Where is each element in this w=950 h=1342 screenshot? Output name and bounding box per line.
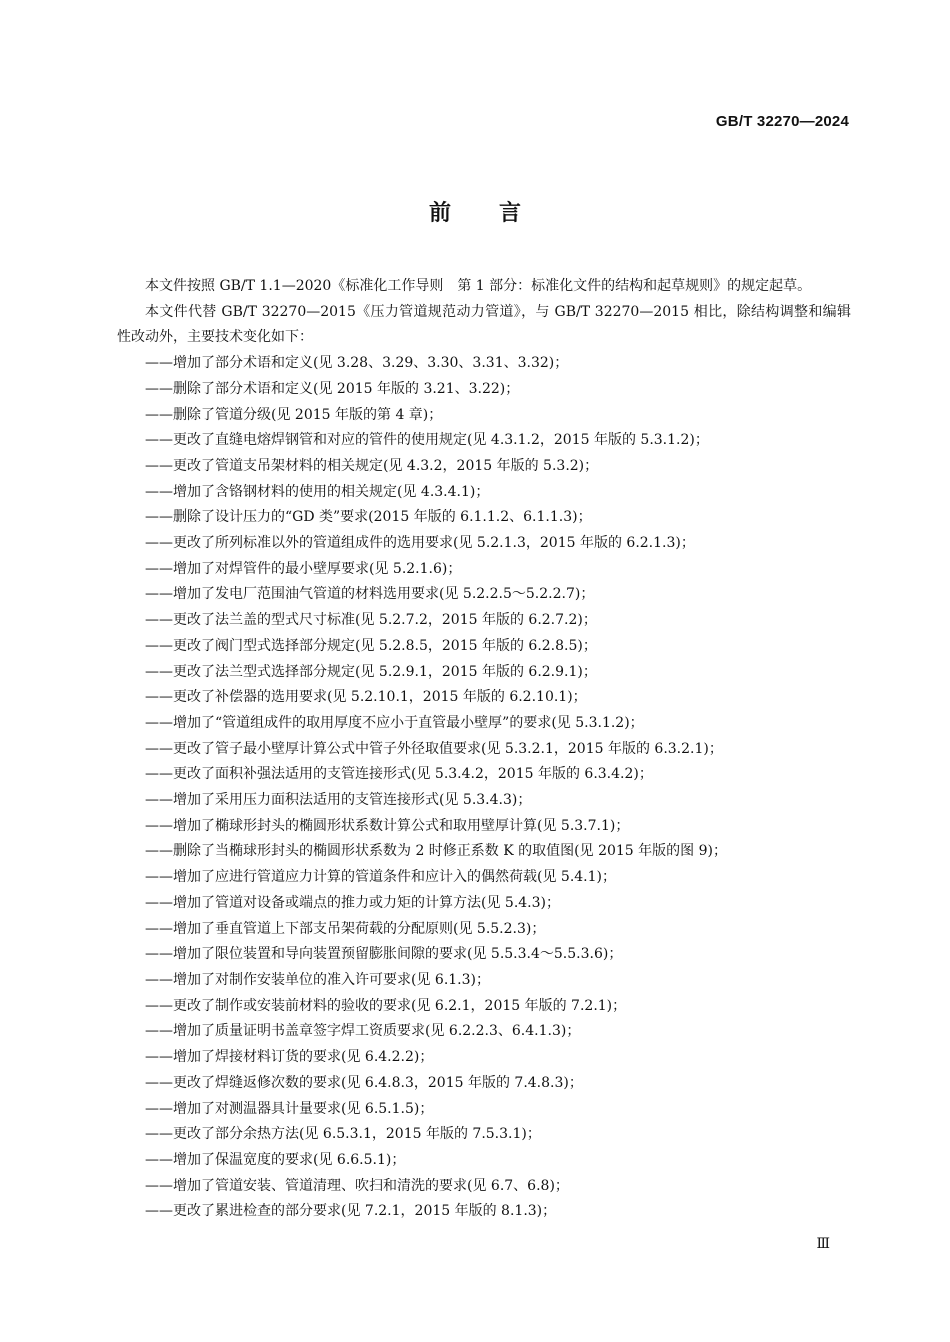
change-item: ——增加了含铬钢材料的使用的相关规定(见 4.3.4.1)； bbox=[145, 483, 490, 500]
technical-changes-list bbox=[117, 351, 851, 1225]
change-item: ——删除了管道分级(见 2015 年版的第 4 章)； bbox=[145, 406, 443, 423]
change-item: ——增加了管道安装、管道清理、吹扫和清洗的要求(见 6.7、6.8)； bbox=[145, 1177, 569, 1194]
change-item: ——更改了法兰盖的型式尺寸标准(见 5.2.7.2，2015 年版的 6.2.7.2)； bbox=[145, 612, 597, 629]
change-item: ——删除了当椭球形封头的椭圆形状系数为 2 时修正系数 K 的取值图(见 2015 年版的图 9)； bbox=[145, 843, 727, 860]
change-item: ——更改了焊缝返修次数的要求(见 6.4.8.3，2015 年版的 7.4.8.3)； bbox=[145, 1074, 583, 1091]
change-item: ——增加了质量证明书盖章签字焊工资质要求(见 6.2.2.3、6.4.1.3)； bbox=[145, 1023, 581, 1040]
change-item: ——增加了限位装置和导向装置预留膨胀间隙的要求(见 5.5.3.4～5.5.3.6)； bbox=[145, 946, 623, 963]
change-item: ——删除了设计压力的“GD 类”要求(2015 年版的 6.1.1.2、6.1.1.3)； bbox=[145, 509, 592, 526]
change-item: ——增加了应进行管道应力计算的管道条件和应计入的偶然荷载(见 5.4.1)； bbox=[145, 869, 616, 886]
change-item: ——更改了部分余热方法(见 6.5.3.1，2015 年版的 7.5.3.1)； bbox=[145, 1126, 541, 1143]
change-item: ——增加了“管道组成件的取用厚度不应小于直管最小壁厚”的要求(见 5.3.1.2)； bbox=[145, 714, 644, 731]
change-item: ——更改了阀门型式选择部分规定(见 5.2.8.5，2015 年版的 6.2.8.5)； bbox=[145, 637, 597, 654]
change-item: ——更改了所列标准以外的管道组成件的选用要求(见 5.2.1.3，2015 年版的 6.2.1.3)； bbox=[145, 535, 695, 552]
change-item: ——增加了焊接材料订货的要求(见 6.4.2.2)； bbox=[145, 1049, 434, 1066]
change-item: ——更改了管道支吊架材料的相关规定(见 4.3.2，2015 年版的 5.3.2)； bbox=[145, 457, 599, 474]
change-item: ——更改了法兰型式选择部分规定(见 5.2.9.1，2015 年版的 6.2.9.1)； bbox=[145, 663, 597, 680]
replacement-paragraph: 本文件代替 GB/T 32270—2015《压力管道规范动力管道》，与 GB/T 32270—2015 相比，除结构调整和编辑性改动外，主要技术变化如下： bbox=[117, 303, 851, 346]
change-item: ——增加了垂直管道上下部支吊架荷载的分配原则(见 5.5.2.3)； bbox=[145, 920, 546, 937]
change-item: ——增加了部分术语和定义(见 3.28、3.29、3.30、3.31、3.32)； bbox=[145, 355, 569, 372]
change-item: ——更改了制作或安装前材料的验收的要求(见 6.2.1，2015 年版的 7.2.1)； bbox=[145, 997, 627, 1014]
change-item: ——删除了部分术语和定义(见 2015 年版的 3.21、3.22)； bbox=[145, 380, 520, 397]
change-item: ——更改了直缝电熔焊钢管和对应的管件的使用规定(见 4.3.1.2，2015 年版的 5.3.1.2)； bbox=[145, 432, 709, 449]
change-item: ——更改了面积补强法适用的支管连接形式(见 5.3.4.2，2015 年版的 6.3.4.2)； bbox=[145, 766, 653, 783]
document-body bbox=[117, 274, 851, 1225]
intro-paragraph: 本文件按照 GB/T 1.1—2020《标准化工作导则 第 1 部分：标准化文件的结构和起草规则》的规定起草。 bbox=[145, 278, 812, 294]
change-item: ——增加了管道对设备或端点的推力或力矩的计算方法(见 5.4.3)； bbox=[145, 894, 560, 911]
page-number: Ⅲ bbox=[816, 1237, 830, 1252]
change-item: ——增加了发电厂范围油气管道的材料选用要求(见 5.2.2.5～5.2.2.7)； bbox=[145, 586, 595, 603]
page-title: 前言 bbox=[428, 201, 569, 226]
change-item: ——增加了对制作安装单位的准入许可要求(见 6.1.3)； bbox=[145, 971, 490, 988]
change-item: ——增加了椭球形封头的椭圆形状系数计算公式和取用壁厚计算(见 5.3.7.1)； bbox=[145, 817, 630, 834]
change-item: ——增加了采用压力面积法适用的支管连接形式(见 5.3.4.3)； bbox=[145, 792, 532, 809]
change-item: ——增加了保温宽度的要求(见 6.6.5.1)； bbox=[145, 1151, 406, 1168]
standard-number: GB/T 32270—2024 bbox=[715, 113, 849, 130]
change-item: ——增加了对焊管件的最小壁厚要求(见 5.2.1.6)； bbox=[145, 560, 462, 577]
change-item: ——增加了对测温器具计量要求(见 6.5.1.5)； bbox=[145, 1100, 434, 1117]
change-item: ——更改了累进检查的部分要求(见 7.2.1，2015 年版的 8.1.3)； bbox=[145, 1203, 557, 1220]
change-item: ——更改了补偿器的选用要求(见 5.2.10.1，2015 年版的 6.2.10.1)； bbox=[145, 689, 587, 706]
change-item: ——更改了管子最小壁厚计算公式中管子外径取值要求(见 5.3.2.1，2015 年版的 6.3.2.1)； bbox=[145, 740, 723, 757]
